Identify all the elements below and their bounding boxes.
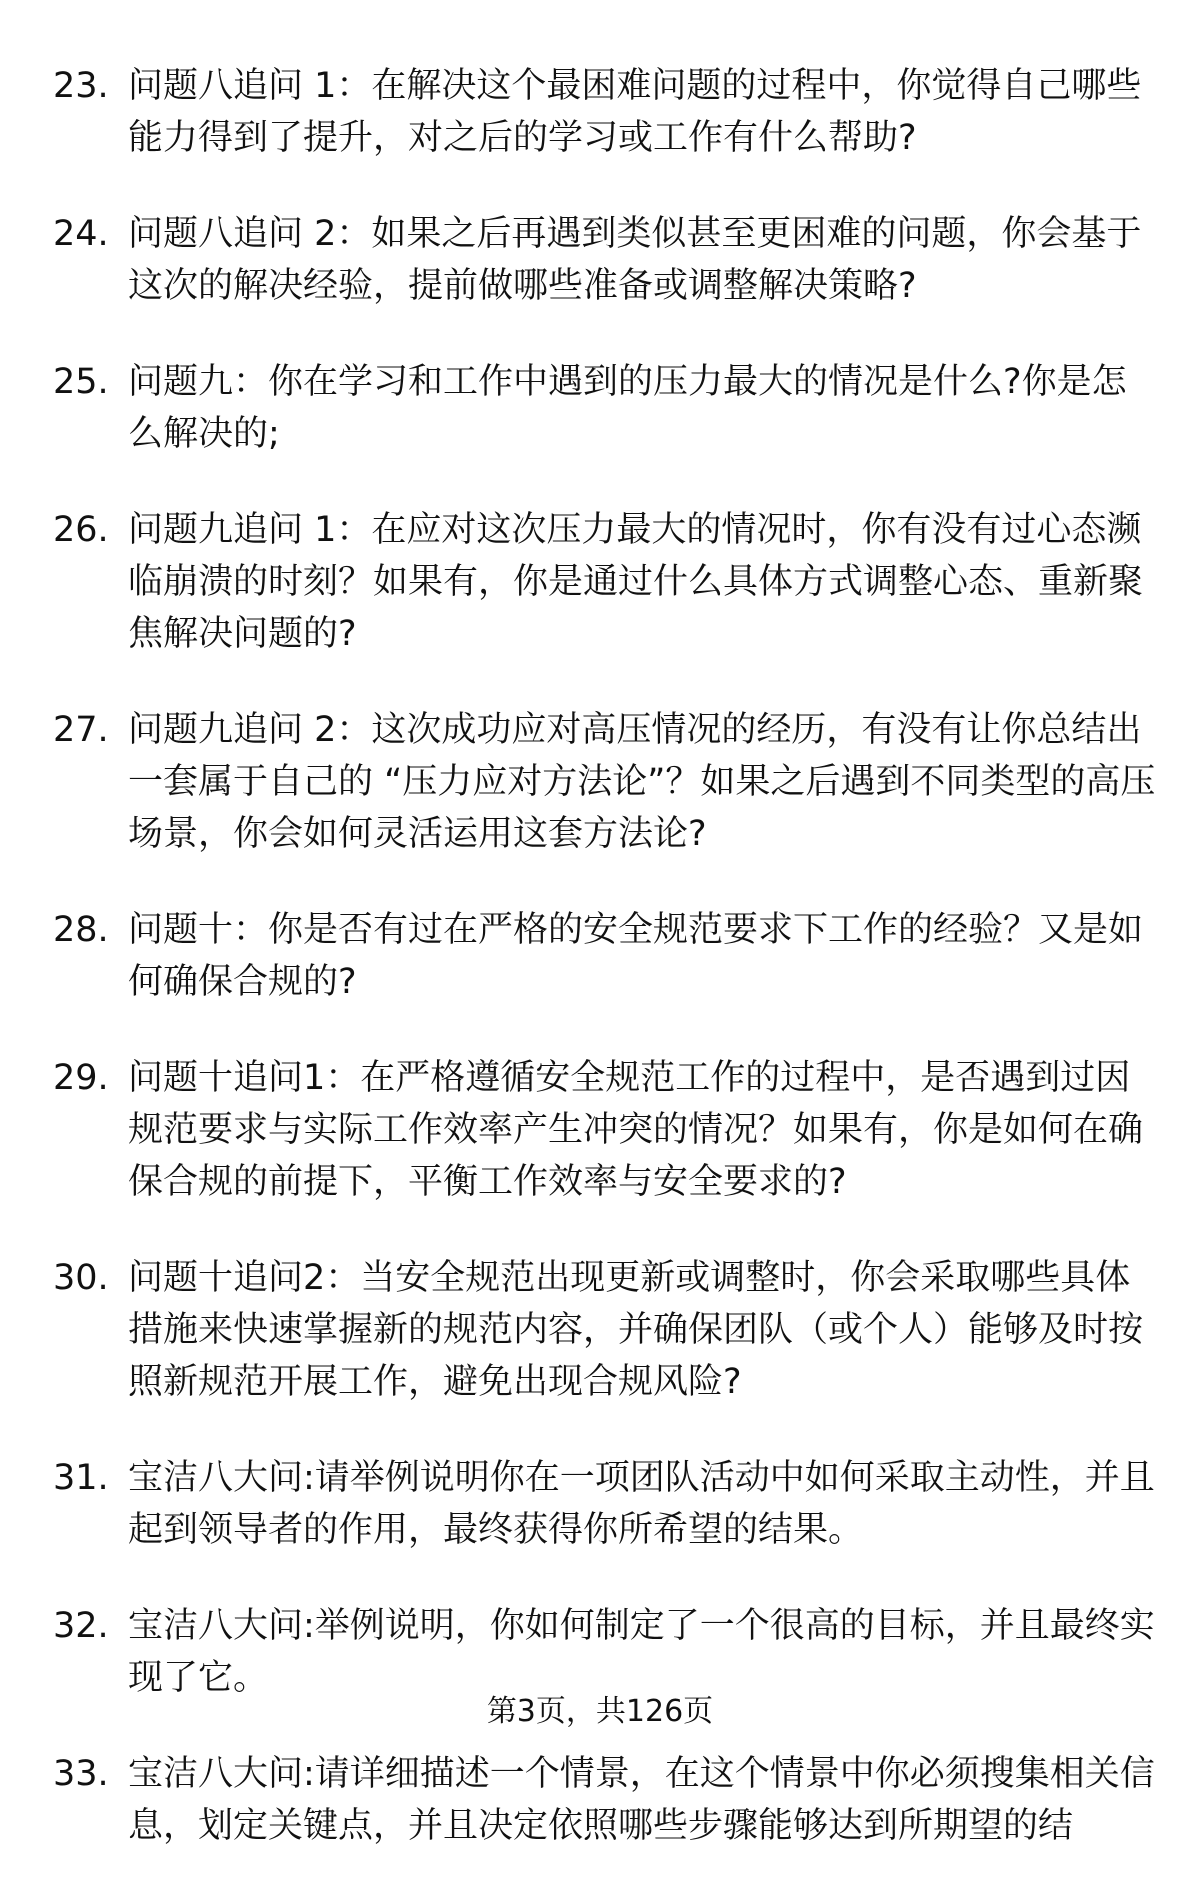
list-item	[0, 1052, 1200, 1208]
question-number: 32.	[53, 1606, 109, 1646]
question-number: 28.	[53, 910, 109, 950]
question-number: 24.	[53, 214, 109, 254]
question-number: 33.	[53, 1754, 109, 1794]
question-text: 问题十追问2：当安全规范出现更新或调整时，你会采取哪些具体措施来快速掌握新的规范内容，并确保团队（或个人）能够及时按照新规范开展工作，避免出现合规风险?	[128, 1258, 1144, 1402]
question-text: 宝洁八大问:请详细描述一个情景，在这个情景中你必须搜集相关信息，划定关键点，并且决定依照哪些步骤能够达到所期望的结	[128, 1754, 1155, 1846]
question-number: 23.	[53, 66, 109, 106]
list-item	[0, 504, 1200, 660]
question-text: 问题十：你是否有过在严格的安全规范要求下工作的经验？又是如何确保合规的?	[128, 910, 1144, 1002]
list-item	[0, 208, 1200, 312]
question-text: 宝洁八大问:请举例说明你在一项团队活动中如何采取主动性，并且起到领导者的作用，最终获得你所希望的结果。	[128, 1458, 1155, 1550]
list-item	[0, 60, 1200, 164]
question-number: 25.	[53, 362, 109, 402]
question-number: 26.	[53, 510, 109, 550]
question-number: 29.	[53, 1058, 109, 1098]
question-text: 宝洁八大问:举例说明，你如何制定了一个很高的目标，并且最终实现了它。	[128, 1606, 1155, 1698]
question-text: 问题九追问 1：在应对这次压力最大的情况时，你有没有过心态濒临崩溃的时刻？如果有，你是通过什么具体方式调整心态、重新聚焦解决问题的?	[128, 510, 1144, 654]
question-number: 31.	[53, 1458, 109, 1498]
list-item	[0, 1748, 1200, 1852]
list-item	[0, 356, 1200, 460]
question-number: 30.	[53, 1258, 109, 1298]
list-item	[0, 1600, 1200, 1704]
question-text: 问题九追问 2：这次成功应对高压情况的经历，有没有让你总结出一套属于自己的 “压力应对方法论”？如果之后遇到不同类型的高压场景，你会如何灵活运用这套方法论?	[128, 710, 1156, 854]
list-item	[0, 704, 1200, 860]
question-list	[0, 60, 1200, 1896]
question-text: 问题九：你在学习和工作中遇到的压力最大的情况是什么?你是怎么解决的;	[128, 362, 1127, 454]
question-text: 问题十追问1：在严格遵循安全规范工作的过程中，是否遇到过因规范要求与实际工作效率产生冲突的情况？如果有，你是如何在确保合规的前提下，平衡工作效率与安全要求的?	[128, 1058, 1144, 1202]
list-item	[0, 1452, 1200, 1556]
question-number: 27.	[53, 710, 109, 750]
question-text: 问题八追问 2：如果之后再遇到类似甚至更困难的问题，你会基于这次的解决经验，提前做哪些准备或调整解决策略?	[128, 214, 1142, 306]
question-text: 问题八追问 1：在解决这个最困难问题的过程中，你觉得自己哪些能力得到了提升，对之后的学习或工作有什么帮助?	[128, 66, 1142, 158]
list-item	[0, 904, 1200, 1008]
page-number: 第3页，共126页	[486, 1694, 714, 1729]
list-item	[0, 1252, 1200, 1408]
